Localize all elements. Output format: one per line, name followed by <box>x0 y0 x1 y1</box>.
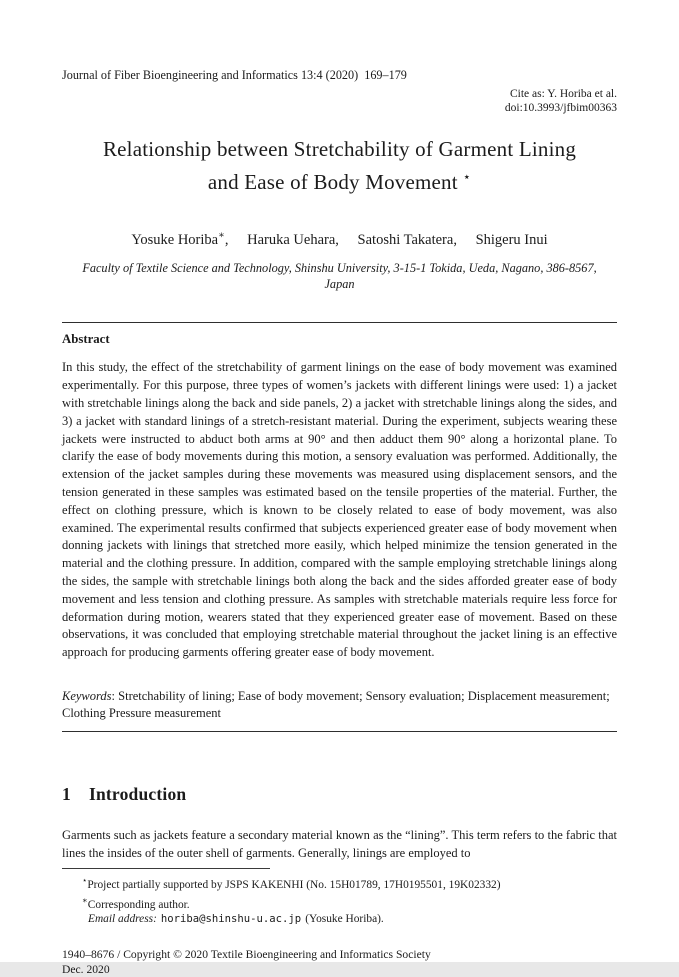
title-footnote-star-marker: ⋆ <box>462 168 472 184</box>
footnote-project-text: Project partially supported by JSPS KAKENHI (No. 15H01789, 17H0195501, 19K02332) <box>87 878 501 891</box>
journal-header-line: Journal of Fiber Bioengineering and Informatics 13:4 (2020) 169–179 <box>62 68 407 82</box>
issue-date-line: Dec. 2020 <box>62 963 110 977</box>
footnote-separator-rule <box>62 868 270 869</box>
footnotes-block <box>62 873 617 927</box>
author-1-name: Yosuke Horiba <box>131 232 219 249</box>
email-holder-name: (Yosuke Horiba). <box>305 913 384 926</box>
issn-copyright-line: 1940–8676 / Copyright © 2020 Textile Bioengineering and Informatics Society <box>62 947 431 961</box>
keywords-text: : Stretchability of lining; Ease of body movement; Sensory evaluation; Displacement measurement; Clothing Pressure measurement <box>62 688 610 721</box>
section-number: 1 <box>62 784 71 805</box>
keywords-bottom-rule <box>62 731 617 732</box>
email-address: horiba@shinshu-u.ac.jp <box>160 913 302 926</box>
title-line-2: and Ease of Body Movement <box>207 169 458 194</box>
footnote-star-marker: ⋆ <box>82 874 88 885</box>
author-3-name: Satoshi Takatera <box>357 232 454 249</box>
section-title: Introduction <box>88 784 187 805</box>
footnote-corresponding-author <box>62 893 617 913</box>
author-list <box>62 228 617 250</box>
author-1-separator: , <box>224 232 229 249</box>
author-3-separator: , <box>453 232 457 249</box>
citation-block <box>62 88 617 116</box>
email-label: Email address: <box>88 913 157 926</box>
footnote-corresponding-text: Corresponding author. <box>87 898 190 911</box>
page-footer <box>62 947 617 977</box>
footnote-asterisk-marker: ∗ <box>82 894 88 905</box>
author-3 <box>358 232 457 248</box>
doi-line: doi:10.3993/jfbim00363 <box>504 101 617 114</box>
abstract-top-rule <box>62 322 617 323</box>
affiliation: Faculty of Textile Science and Technology, Shinshu University, 3-15-1 Tokida, Ueda, Nagano, 386-8567, Japan <box>82 261 597 292</box>
introduction-paragraph: Garments such as jackets feature a secondary material known as the “lining”. This term refers to the fabric that lines the insides of the outer shell of garments. Generally, linings are employed to <box>62 828 617 861</box>
author-1 <box>131 232 228 248</box>
paper-title <box>62 136 617 196</box>
keywords-label: Keywords <box>62 688 112 703</box>
abstract-text: In this study, the effect of the stretchability of garment linings on the ease of body movement was examined experimentally. For this purpose, three types of women’s jackets with different linings were used: 1) a jacket with stretchable linings along the back and side panels, 2) a jacket with stretchable linings along the sides, and 3) a jacket with standard linings of a stretch-resistant material. During the experiment, subjects wearing these jackets were instructed to abduct both arms at 90° and then adduct them 90° along a horizontal plane. To clarify the ease of body movements during this motion, a sensory evaluation was performed. Additionally, the extension of the jacket samples during these movements was measured using displacement sensors, and the tension generated in these samples was estimated based on the tensile properties of the material. Further, the effect on clothing pressure, which is known to be closely related to ease of body movement, was also examined. The experimental results confirmed that subjects experienced greater ease of body movement when donning jackets with linings that stretched more easily, which helped minimize the tension generated in the material and the clothing pressure. In addition, compared with the sample employing stretchable linings along the sides, the sample with stretchable linings both along the back and the sides afforded greater ease of body movement and less tension and clothing pressure. As samples with stretchable materials require less force for deformation during motion, wearers stated that they experienced greater ease of movement. Based on these observations, it was concluded that employing stretchable material throughout the jacket lining is an effective approach for producing garments offering greater ease of body movement. <box>62 360 617 660</box>
title-line-1: Relationship between Stretchability of Garment Lining <box>102 136 577 161</box>
author-1-marker: ∗ <box>218 230 225 242</box>
author-2 <box>247 232 339 248</box>
keywords-line <box>62 688 617 723</box>
author-4-name: Shigeru Inui <box>475 232 548 249</box>
author-2-separator: , <box>335 232 339 249</box>
footnote-email <box>62 912 617 927</box>
cite-as-line: Cite as: Y. Horiba et al. <box>510 88 617 100</box>
abstract-heading: Abstract <box>62 332 110 347</box>
footnote-project-support <box>62 873 617 893</box>
author-2-name: Haruka Uehara <box>247 232 336 249</box>
author-4 <box>476 232 548 248</box>
section-1-heading <box>62 784 617 805</box>
